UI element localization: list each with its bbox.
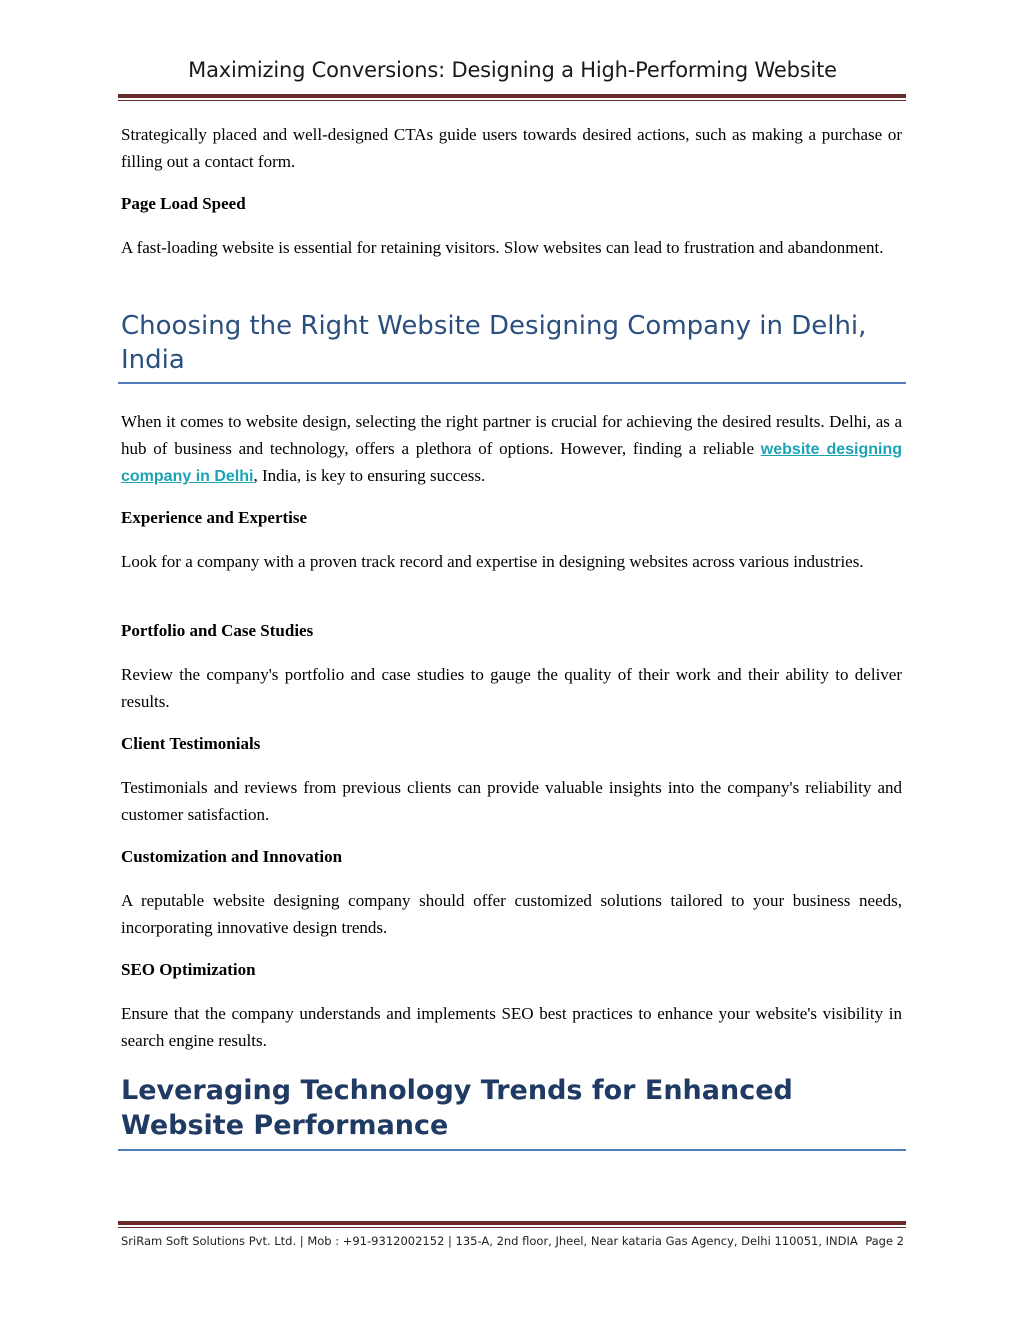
experience-paragraph: Look for a company with a proven track record and expertise in designing websites across various industries. xyxy=(121,552,864,571)
intro-paragraph: Strategically placed and well-designed CTAs guide users towards desired actions, such as making a purchase or filling out a contact form. xyxy=(121,125,902,171)
section1-text-after-link: , India, is key to ensuring success. xyxy=(253,466,486,485)
portfolio-paragraph: Review the company's portfolio and case studies to gauge the quality of their work and their ability to deliver results. xyxy=(121,665,902,711)
footer-rule-thin xyxy=(118,1227,906,1228)
section-heading-technology-trends: Leveraging Technology Trends for Enhanced Website Performance xyxy=(121,1075,793,1141)
header-rule-thin xyxy=(118,100,906,101)
header-rule-thick xyxy=(118,94,906,98)
testimonials-paragraph: Testimonials and reviews from previous clients can provide valuable insights into the company's reliability and customer satisfaction. xyxy=(121,778,902,824)
section2-heading-rule xyxy=(118,1149,906,1151)
portfolio-heading: Portfolio and Case Studies xyxy=(121,621,314,640)
page-header-title: Maximizing Conversions: Designing a High-Performing Website xyxy=(188,58,837,82)
website-designing-company-link[interactable]: website designing company in Delhi xyxy=(121,440,903,485)
testimonials-heading: Client Testimonials xyxy=(121,734,261,753)
page-footer xyxy=(121,1234,904,1248)
footer-page-number: Page 2 xyxy=(865,1234,904,1248)
section-heading-choosing-company: Choosing the Right Website Designing Company in Delhi, India xyxy=(121,311,867,375)
customization-heading: Customization and Innovation xyxy=(121,847,343,866)
seo-heading: SEO Optimization xyxy=(121,960,256,979)
section1-text-before-link: When it comes to website design, selecting the right partner is crucial for achieving the desired results. Delhi, as a hub of business and technology, offers a plethora of options. However, finding a reliable xyxy=(121,412,902,458)
page-load-paragraph: A fast-loading website is essential for retaining visitors. Slow websites can lead to frustration and abandonment. xyxy=(121,238,884,257)
section-heading-rule xyxy=(118,382,906,384)
section1-paragraph xyxy=(121,409,902,491)
experience-heading: Experience and Expertise xyxy=(121,508,308,527)
seo-paragraph: Ensure that the company understands and implements SEO best practices to enhance your website's visibility in search engine results. xyxy=(121,1004,902,1050)
customization-paragraph: A reputable website designing company should offer customized solutions tailored to your business needs, incorporating innovative design trends. xyxy=(121,891,902,937)
page-load-heading: Page Load Speed xyxy=(121,194,246,213)
footer-rule-thick xyxy=(118,1221,906,1225)
footer-company-info: SriRam Soft Solutions Pvt. Ltd. | Mob : +91-9312002152 | 135-A, 2nd floor, Jheel, Near kataria Gas Agency, Delhi 110051, INDIA xyxy=(121,1234,858,1248)
